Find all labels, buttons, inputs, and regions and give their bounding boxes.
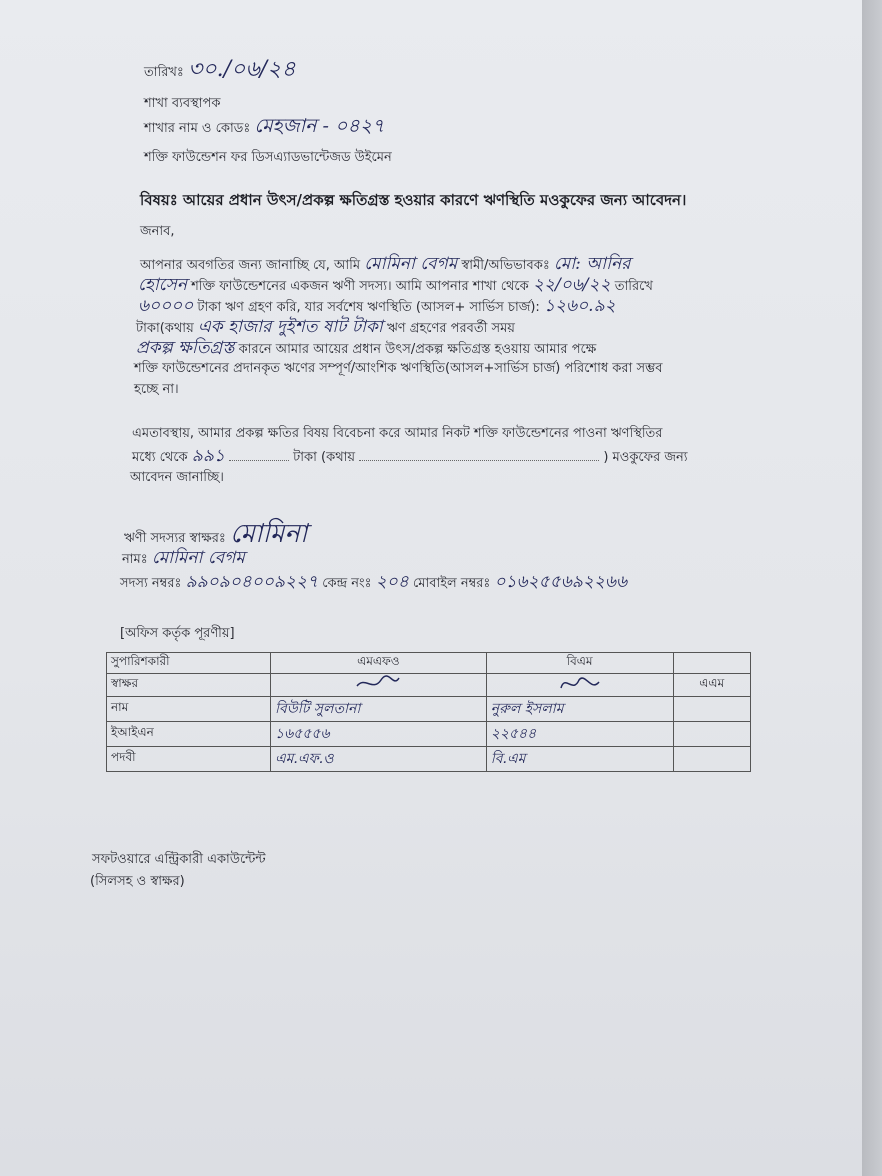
center-label: কেন্দ্র নংঃ (322, 576, 372, 591)
table-row (107, 653, 751, 674)
row-label: সুপারিশকারী (107, 653, 271, 674)
cell (673, 747, 751, 772)
cell: বি.এম (486, 747, 673, 772)
guardian-name-hand-2: হোসেন (138, 275, 187, 295)
table-row (107, 697, 751, 722)
para1-line2 (138, 277, 653, 295)
applicant-name-hand: মোমিনা বেগম (364, 254, 458, 274)
signature-line (124, 519, 308, 549)
guardian-name-hand: মো: আনির (553, 254, 631, 274)
center-number-hand: ২০৪ (375, 572, 409, 592)
para1-text: আপনার অবগতির জন্য জানাচ্ছি যে, আমি (140, 258, 361, 273)
signature-scribble-icon (353, 674, 403, 692)
row-label: স্বাক্ষর (107, 674, 271, 697)
cell: এম.এফ.ও (271, 747, 487, 772)
branch-line (144, 115, 385, 137)
para1-line6: শক্তি ফাউন্ডেশনের প্রদানকৃত ঋণের সম্পূর্ণ/আংশিক ঋণস্থিতি(আসল+সার্ভিস চার্জ) পরিশোধ করা সম্ভব (134, 361, 663, 376)
branch-label: শাখার নাম ও কোডঃ (144, 121, 251, 136)
cell (673, 722, 751, 747)
cell: বিএম (486, 653, 673, 674)
name-hand: মোমিনা বেগম (151, 548, 245, 568)
name-label: নামঃ (122, 552, 148, 567)
footer-line1: সফটওয়ারে এন্ট্রিকারী একাউন্টেন্ট (92, 852, 266, 867)
dotted-blank (229, 460, 289, 461)
mobile-number-hand: ০১৬২৫৫৬৯২২৬৬ (494, 572, 628, 592)
amount-words-hand: এক হাজার দুইশত ষাট টাকা (197, 317, 383, 337)
date-value: ৩০./০৬/২৪ (188, 57, 296, 82)
loan-amount-hand: ৬০০০০ (138, 296, 194, 316)
table-row (107, 747, 751, 772)
reason-hand: প্রকল্প ক্ষতিগ্রস্ত (136, 338, 235, 358)
para2-text: টাকা (কথায় (293, 450, 356, 465)
para2-line2 (132, 448, 688, 466)
date-line (144, 57, 296, 82)
para2-text: মধ্যে থেকে (132, 450, 188, 465)
dotted-blank (359, 460, 599, 461)
waiver-amount-hand: ৯৯১ (191, 446, 225, 466)
guardian-label: স্বামী/অভিভাবকঃ (461, 258, 550, 273)
office-note: [অফিস কর্তৃক পূরণীয়] (120, 626, 235, 641)
cell: ২২৫৪৪ (486, 722, 673, 747)
para2-line1: এমতাবস্থায়, আমার প্রকল্প ক্ষতির বিষয় বিবেচনা করে আমার নিকট শক্তি ফাউন্ডেশনের পাওনা ঋণস্থিতির (132, 426, 663, 441)
cell: এমএফও (271, 653, 487, 674)
subject-line: বিষয়ঃ আয়ের প্রধান উৎস/প্রকল্প ক্ষতিগ্রস্ত হওয়ার কারণে ঋণস্থিতি মওকুফের জন্য আবেদন। (140, 191, 687, 209)
cell: এএম (673, 674, 751, 697)
member-label: সদস্য নম্বরঃ (120, 576, 182, 591)
page-edge (862, 0, 882, 1176)
row-label: পদবী (107, 747, 271, 772)
cell (673, 653, 751, 674)
row-label: ইআইএন (107, 722, 271, 747)
cell (673, 697, 751, 722)
office-table (106, 652, 751, 772)
para1-text: টাকা(কথায় (136, 321, 194, 336)
signature-cell (271, 674, 487, 697)
para1-text: টাকা ঋণ গ্রহণ করি, যার সর্বশেষ ঋণস্থিতি (আসল+ সার্ভিস চার্জ): (197, 300, 540, 315)
para1-line7: হচ্ছে না। (134, 382, 179, 397)
row-label: নাম (107, 697, 271, 722)
table-row (107, 674, 751, 697)
para1-line5 (136, 340, 596, 358)
para1-line4 (136, 319, 515, 337)
para1-text: কারনে আমার আয়ের প্রধান উৎস/প্রকল্প ক্ষতিগ্রস্ত হওয়ায় আমার পক্ষে (238, 342, 597, 357)
footer-line2: (সিলসহ ও স্বাক্ষর) (90, 874, 185, 889)
para2-line3: আবেদন জানাচ্ছি। (130, 470, 224, 485)
organization-name: শক্তি ফাউন্ডেশন ফর ডিসএ্যাডভান্টেজড উইমেন (144, 150, 392, 165)
signature-label: ঋণী সদস্যর স্বাক্ষরঃ (124, 531, 226, 546)
cell: বিউটি সুলতানা (271, 697, 487, 722)
salutation: জনাব, (140, 224, 175, 239)
cell: ১৬৫৫৫৬ (271, 722, 487, 747)
cell: নুরুল ইসলাম (486, 697, 673, 722)
branch-value: মেহজান - ০৪২৭ (254, 115, 385, 137)
member-line (120, 574, 627, 592)
signature-cell (486, 674, 673, 697)
signature-hand: মোমিনা (229, 519, 308, 549)
para2-text: ) মওকুফের জন্য (603, 450, 688, 465)
addressee-title: শাখা ব্যবস্থাপক (144, 96, 221, 111)
mobile-label: মোবাইল নম্বরঃ (412, 576, 491, 591)
balance-hand: ১২৬০.৯২ (543, 296, 616, 316)
para1-text: শক্তি ফাউন্ডেশনের একজন ঋণী সদস্য। আমি আপনার শাখা থেকে (191, 279, 529, 294)
para1-line3 (138, 298, 616, 316)
loan-date-hand: ২২/০৬/২২ (532, 275, 611, 295)
para1-text: ঋণ গ্রহণের পরবর্তী সময় (386, 321, 515, 336)
name-line (122, 550, 245, 568)
member-number-hand: ৯৯০৯০৪০০৯২২৭ (185, 572, 319, 592)
date-label: তারিখঃ (144, 65, 184, 80)
table-row (107, 722, 751, 747)
para1-line1 (140, 256, 631, 274)
para1-text: তারিখে (614, 279, 653, 294)
signature-scribble-icon (555, 674, 605, 692)
